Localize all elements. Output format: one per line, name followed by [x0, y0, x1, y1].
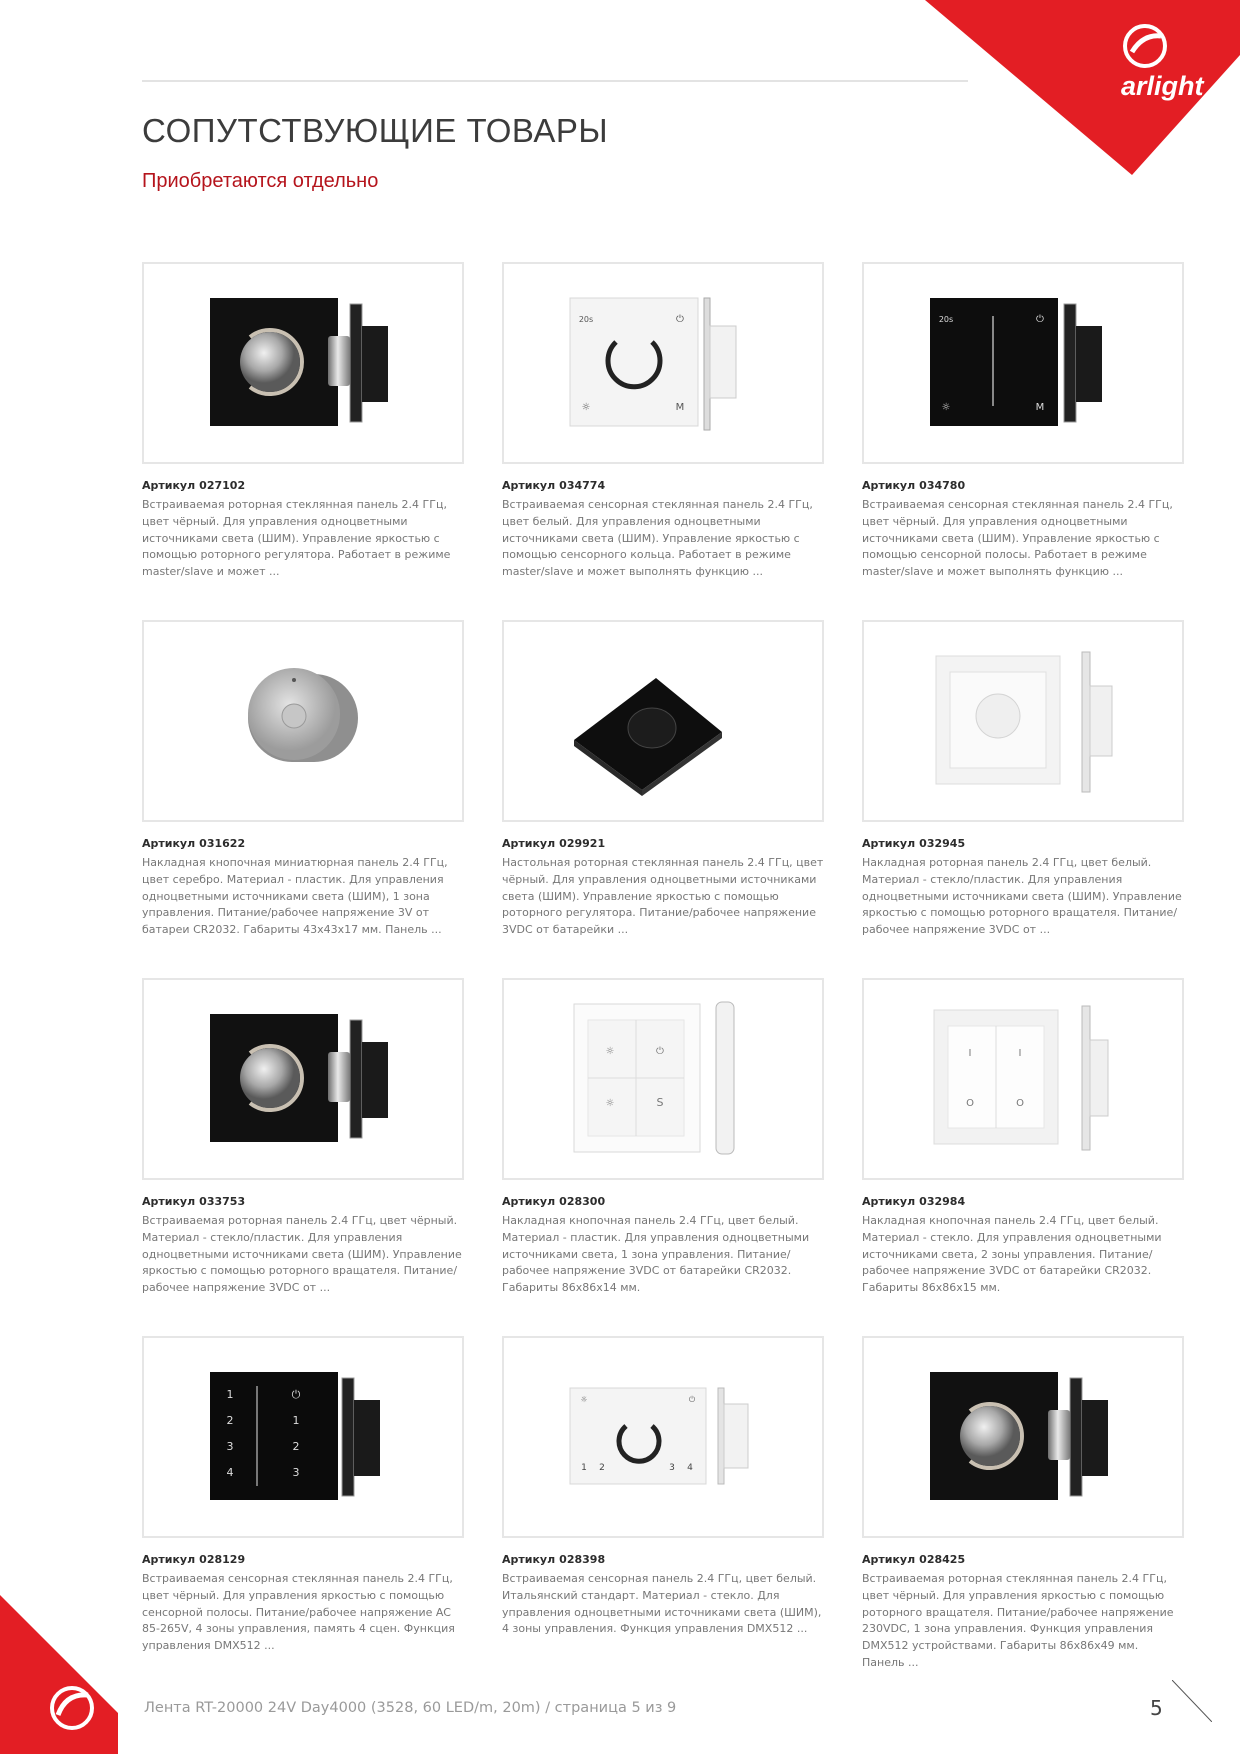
- brand-wordmark: arlight: [1121, 71, 1204, 101]
- sku-label: Артикул: [142, 479, 196, 492]
- svg-text:M: M: [675, 402, 685, 413]
- svg-text:☼: ☼: [605, 1098, 615, 1109]
- page-title: СОПУТСТВУЮЩИЕ ТОВАРЫ: [142, 112, 609, 149]
- svg-text:2: 2: [599, 1463, 605, 1473]
- product-image: [142, 978, 464, 1180]
- sku-label: Артикул: [142, 1195, 196, 1208]
- svg-text:4: 4: [687, 1463, 693, 1473]
- product-image: [502, 262, 824, 464]
- product-image: [502, 1336, 824, 1538]
- product-image: [862, 1336, 1184, 1538]
- sku-number: 029921: [559, 837, 606, 850]
- svg-text:4: 4: [226, 1466, 234, 1479]
- product-description: Накладная роторная панель 2.4 ГГц, цвет белый. Материал - стекло/пластик. Для управления одноцветными источниками света (ШИМ). Управление яркостью с помощью роторного вращателя. Питание/рабочее напряжение 3VDC от ...: [862, 856, 1182, 937]
- svg-text:I: I: [968, 1048, 972, 1059]
- sku-label: Артикул: [142, 1553, 196, 1566]
- svg-text:☼: ☼: [580, 1395, 588, 1404]
- product-sku: [502, 1553, 605, 1566]
- sku-number: 028398: [559, 1553, 606, 1566]
- sku-label: Артикул: [862, 1195, 916, 1208]
- product-sku: [142, 479, 245, 492]
- sku-label: Артикул: [862, 837, 916, 850]
- sku-number: 034774: [559, 479, 606, 492]
- product-description: Накладная кнопочная миниатюрная панель 2.4 ГГц, цвет серебро. Материал - пластик. Для управления одноцветными источниками света (ШИМ), 1 зона управления. Питание/рабочее напряжение 3V от батареи CR2032. Габариты 43x43x17 мм. Панель ...: [142, 856, 448, 937]
- sku-number: 032945: [919, 837, 966, 850]
- svg-text:3: 3: [292, 1466, 300, 1479]
- sku-label: Артикул: [862, 1553, 916, 1566]
- svg-text:20s: 20s: [938, 315, 954, 324]
- svg-text:1: 1: [226, 1388, 234, 1401]
- top-rule: [142, 80, 968, 82]
- product-sku: [862, 479, 965, 492]
- svg-text:⏻: ⏻: [1036, 314, 1044, 325]
- svg-text:☼: ☼: [941, 402, 951, 413]
- product-sku: [142, 1553, 245, 1566]
- svg-text:O: O: [966, 1098, 974, 1109]
- sku-label: Артикул: [142, 837, 196, 850]
- sku-number: 028300: [559, 1195, 606, 1208]
- svg-text:⏻: ⏻: [291, 1388, 301, 1401]
- svg-text:⏻: ⏻: [656, 1046, 664, 1057]
- sku-number: 032984: [919, 1195, 966, 1208]
- product-sku: [862, 1553, 965, 1566]
- svg-text:2: 2: [292, 1440, 300, 1453]
- desktop-rotary-panel-black-icon: [504, 622, 822, 820]
- product-description: Встраиваемая роторная панель 2.4 ГГц, цвет чёрный. Материал - стекло/пластик. Для управления одноцветными источниками света (ШИМ). Управление яркостью с помощью роторного вращателя. Питание/рабочее напряжение 3VDC от ...: [142, 1214, 462, 1295]
- product-image: [862, 262, 1184, 464]
- sku-number: 027102: [199, 479, 246, 492]
- svg-text:3: 3: [669, 1463, 675, 1473]
- product-image: [502, 620, 824, 822]
- svg-text:S: S: [656, 1096, 664, 1109]
- rotary-panel-black-icon: [144, 264, 462, 462]
- product-sku: [862, 837, 965, 850]
- product-image: [142, 620, 464, 822]
- product-sku: [142, 837, 245, 850]
- product-description: Встраиваемая роторная стеклянная панель 2.4 ГГц, цвет чёрный. Для управления яркостью с помощью роторного вращателя. Питание/рабочее напряжение 230VDC, 1 зона управления. Функция управления DMX512 устройствами. Габариты 86x86x49 мм. Панель ...: [862, 1572, 1174, 1669]
- svg-text:20s: 20s: [578, 315, 594, 324]
- product-image: [142, 1336, 464, 1538]
- product-sku: [502, 837, 605, 850]
- svg-text:⏻: ⏻: [688, 1395, 696, 1404]
- svg-text:O: O: [1016, 1098, 1024, 1109]
- rotary-panel-white-icon: [864, 622, 1182, 820]
- sku-label: Артикул: [502, 479, 556, 492]
- product-description: Накладная кнопочная панель 2.4 ГГц, цвет белый. Материал - пластик. Для управления одноцветными источниками света, 1 зона управления. Питание/рабочее напряжение 3VDC от батарейки CR2032. Габариты 86x86x14 мм.: [502, 1214, 810, 1295]
- svg-text:☼: ☼: [605, 1046, 615, 1057]
- product-description: Встраиваемая роторная стеклянная панель 2.4 ГГц, цвет чёрный. Для управления одноцветными источниками света (ШИМ). Управление яркостью с помощью роторного регулятора. Работает в режиме master/slave и может ...: [142, 498, 451, 579]
- svg-text:⏻: ⏻: [676, 314, 684, 325]
- footer-text: Лента RT-20000 24V Day4000 (3528, 60 LED/m, 20m) / страница 5 из 9: [144, 1700, 677, 1716]
- svg-text:1: 1: [292, 1414, 300, 1427]
- page-number: 5: [1150, 1696, 1163, 1720]
- svg-text:2: 2: [226, 1414, 234, 1427]
- brand-corner: [925, 0, 1240, 175]
- product-sku: [502, 1195, 605, 1208]
- sku-label: Артикул: [502, 1195, 556, 1208]
- product-image: [862, 620, 1184, 822]
- rotary-panel-black-icon: [144, 980, 462, 1178]
- page-subtitle: Приобретаются отдельно: [142, 170, 379, 192]
- sku-number: 028129: [199, 1553, 246, 1566]
- product-description: Встраиваемая сенсорная стеклянная панель 2.4 ГГц, цвет чёрный. Для управления яркостью с помощью сенсорной полосы. Питание/рабочее напряжение AC 85-265V, 4 зоны управления, память 4 сцен. Функция управления DMX512 ...: [142, 1572, 455, 1653]
- product-image: [502, 978, 824, 1180]
- sku-number: 034780: [919, 479, 966, 492]
- mini-button-panel-silver-icon: [144, 622, 462, 820]
- rotary-panel-black-icon: [864, 1338, 1182, 1536]
- page-slash-decoration: [1172, 1680, 1212, 1722]
- touch-ring-panel-white-icon: [504, 264, 822, 462]
- product-sku: [142, 1195, 245, 1208]
- svg-text:☼: ☼: [581, 402, 591, 413]
- product-description: Встраиваемая сенсорная панель 2.4 ГГц, цвет белый. Итальянский стандарт. Материал - стекло. Для управления одноцветными источниками света (ШИМ), 4 зоны управления. Функция управления DMX512 ...: [502, 1572, 822, 1636]
- touch-ring-panel-white-wide-icon: [504, 1338, 822, 1536]
- product-description: Накладная кнопочная панель 2.4 ГГц, цвет белый. Материал - стекло. Для управления одноцветными источниками света, 2 зоны управления. Питание/рабочее напряжение 3VDC от батарейки CR2032. Габариты 86x86x15 мм.: [862, 1214, 1162, 1295]
- product-sku: [862, 1195, 965, 1208]
- brand-corner-bottom: [0, 1595, 118, 1754]
- sku-label: Артикул: [502, 837, 556, 850]
- sku-number: 028425: [919, 1553, 966, 1566]
- product-description: Встраиваемая сенсорная стеклянная панель 2.4 ГГц, цвет белый. Для управления одноцветными источниками света (ШИМ). Управление яркостью с помощью сенсорного кольца. Работает в режиме master/slave и может выполнять функцию ...: [502, 498, 813, 579]
- sku-label: Артикул: [502, 1553, 556, 1566]
- product-image: [862, 978, 1184, 1180]
- button-panel-white-2zone-icon: [864, 980, 1182, 1178]
- touch-zone-panel-black-icon: [144, 1338, 462, 1536]
- product-description: Встраиваемая сенсорная стеклянная панель 2.4 ГГц, цвет чёрный. Для управления одноцветными источниками света (ШИМ). Управление яркостью с помощью сенсорной полосы. Работает в режиме master/slave и может выполнять функцию ...: [862, 498, 1173, 579]
- sku-number: 033753: [199, 1195, 246, 1208]
- svg-text:3: 3: [226, 1440, 234, 1453]
- sku-label: Артикул: [862, 479, 916, 492]
- product-image: [142, 262, 464, 464]
- button-panel-white-icon: [504, 980, 822, 1178]
- product-sku: [502, 479, 605, 492]
- product-description: Настольная роторная стеклянная панель 2.4 ГГц, цвет чёрный. Для управления одноцветными источниками света (ШИМ). Управление яркостью с помощью роторного регулятора. Питание/рабочее напряжение 3VDC от батарейки ...: [502, 856, 824, 937]
- svg-text:M: M: [1035, 402, 1045, 413]
- touch-strip-panel-black-icon: [864, 264, 1182, 462]
- sku-number: 031622: [199, 837, 246, 850]
- svg-text:I: I: [1018, 1048, 1022, 1059]
- svg-text:1: 1: [581, 1463, 587, 1473]
